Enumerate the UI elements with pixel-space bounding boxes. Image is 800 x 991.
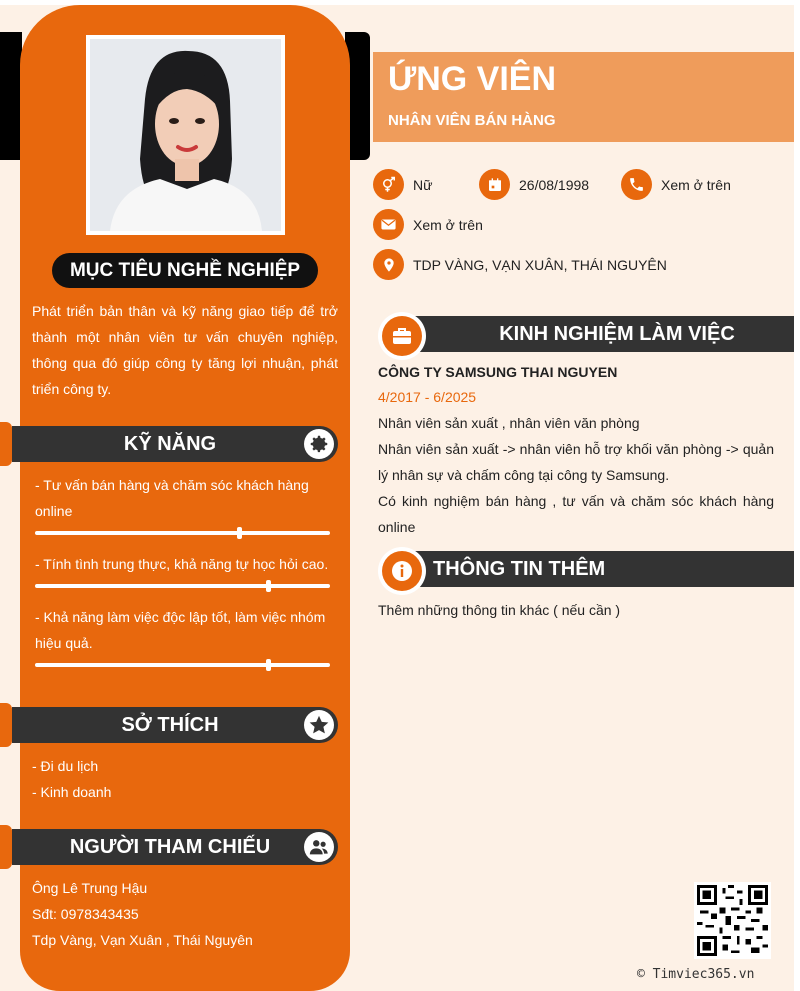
references-header	[12, 829, 338, 865]
hobbies-header	[12, 707, 338, 743]
skills-marker	[0, 422, 12, 466]
qr-code	[694, 882, 771, 959]
phone-value: Xem ở trên	[661, 176, 731, 193]
mail-icon	[373, 209, 404, 240]
info-icon	[378, 547, 426, 595]
calendar-icon	[479, 169, 510, 200]
candidate-name: ỨNG VIÊN	[388, 60, 557, 98]
more-info-text: Thêm những thông tin khác ( nếu cần )	[378, 602, 621, 618]
info-gender	[373, 169, 432, 200]
info-address	[373, 249, 667, 280]
experience-line-3: Có kinh nghiệm bán hàng , tư vấn và chăm sóc khách hàng online	[378, 493, 774, 535]
experience-line-2: Nhân viên sản xuất -> nhân viên hỗ trợ khối văn phòng -> quản lý nhân sự và chấm công tại công ty Samsung.	[378, 441, 774, 483]
qr-code-icon	[697, 885, 768, 956]
decor-tab-left	[0, 32, 22, 160]
gender-icon	[373, 169, 404, 200]
hobby-item-2: - Kinh doanh	[32, 784, 112, 800]
address-value: TDP VÀNG, VẠN XUÂN, THÁI NGUYÊN	[413, 256, 667, 273]
references-marker	[0, 825, 12, 869]
hobbies-title: SỞ THÍCH	[121, 713, 219, 736]
work-period: 4/2017 - 6/2025	[378, 389, 477, 405]
skill-item-1: - Tư vấn bán hàng và chăm sóc khách hàng online	[35, 477, 309, 519]
skill-knob-1	[237, 527, 242, 539]
experience-header	[378, 312, 794, 356]
name-header	[373, 52, 794, 142]
copyright-text: © Timviec365.vn	[637, 967, 755, 982]
skill-knob-3	[266, 659, 271, 671]
email-value: Xem ở trên	[413, 216, 483, 233]
skill-bar-1	[35, 531, 330, 535]
location-icon	[373, 249, 404, 280]
more-info-title: THÔNG TIN THÊM	[433, 557, 606, 580]
skills-header	[12, 426, 338, 462]
skill-bar-2	[35, 584, 330, 588]
hobby-item-1: - Đi du lịch	[32, 758, 99, 774]
users-icon	[304, 832, 334, 862]
star-icon	[304, 710, 334, 740]
info-phone	[621, 169, 731, 200]
skills-title: KỸ NĂNG	[123, 432, 217, 455]
skill-item-3: - Khả năng làm việc độc lập tốt, làm việc nhóm hiệu quả.	[35, 609, 326, 651]
reference-line-1: Ông Lê Trung Hậu	[32, 880, 148, 896]
avatar-illustration	[90, 39, 281, 231]
objective-text: Phát triển bản thân và kỹ năng giao tiếp để trở thành một nhân viên tư vấn chuyên nghiệp, thông qua đó giúp công ty tăng lợi nhuận, phát triển công ty.	[32, 303, 338, 397]
experience-title: KINH NGHIỆM LÀM VIỆC	[499, 322, 735, 345]
birthday-value: 26/08/1998	[519, 176, 590, 193]
skill-bar-3	[35, 663, 330, 667]
company-name: CÔNG TY SAMSUNG THAI NGUYEN	[378, 364, 618, 380]
candidate-position: NHÂN VIÊN BÁN HÀNG	[388, 112, 556, 129]
info-birthday	[479, 169, 589, 200]
experience-line-1: Nhân viên sản xuất , nhân viên văn phòng	[378, 415, 640, 431]
skill-knob-2	[266, 580, 271, 592]
briefcase-icon	[378, 312, 426, 360]
phone-icon	[621, 169, 652, 200]
skill-item-2: - Tính tình trung thực, khả năng tự học hỏi cao.	[35, 556, 329, 572]
gear-icon	[304, 429, 334, 459]
objective-title: MỤC TIÊU NGHỀ NGHIỆP	[52, 253, 318, 288]
reference-line-3: Tdp Vàng, Vạn Xuân , Thái Nguyên	[32, 932, 253, 948]
profile-photo	[86, 35, 285, 235]
gender-value: Nữ	[413, 176, 433, 193]
more-info-header	[378, 547, 794, 591]
references-title: NGƯỜI THAM CHIẾU	[69, 835, 271, 858]
hobbies-marker	[0, 703, 12, 747]
info-email	[373, 209, 483, 240]
reference-line-2: Sđt: 0978343435	[32, 906, 139, 922]
